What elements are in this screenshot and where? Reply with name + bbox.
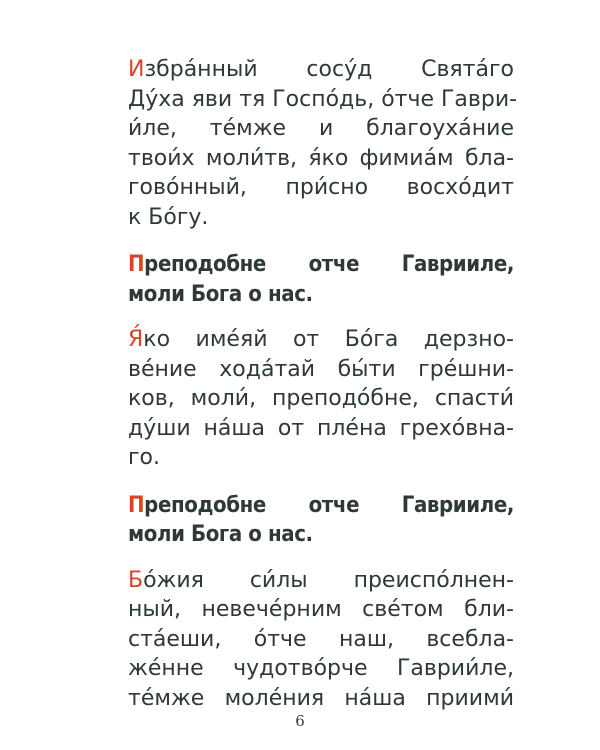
refrain-line: Преподобне отче Гаврииле, bbox=[128, 252, 514, 277]
refrain-line: Преподобне отче Гаврииле, bbox=[128, 492, 514, 518]
refrain-line: моли Бога о нас. bbox=[128, 522, 313, 547]
refrain-line: моли Бога о нас. bbox=[128, 281, 313, 307]
verse-line: го. bbox=[128, 445, 161, 470]
verse-line: Избра́нный сосу́д Свята́го bbox=[128, 57, 514, 82]
refrain-2 bbox=[128, 491, 514, 550]
verse-line: ный, невече́рним све́том бли- bbox=[128, 597, 514, 622]
verse-1 bbox=[128, 55, 518, 232]
verse-line: ду́ши на́ша от пле́на грехо́вна- bbox=[128, 415, 514, 441]
prayer-page bbox=[128, 55, 518, 731]
red-initial: И bbox=[128, 57, 145, 82]
verse-line: те́мже моле́ния на́ша приими́ bbox=[128, 685, 514, 711]
verse-line: к Бо́гу. bbox=[128, 204, 209, 230]
red-initial: Б bbox=[128, 567, 144, 593]
verse-line: ве́ние хода́тай бы́ти гре́шни- bbox=[128, 356, 514, 382]
verse-line: Я́ко име́яй от Бо́га дерзно- bbox=[128, 327, 514, 352]
verse-line: же́нне чудотво́рче Гаврии́ле, bbox=[128, 656, 514, 681]
verse-line: и́ле, те́мже и благоуха́ние bbox=[128, 116, 514, 141]
page-number: 6 bbox=[295, 712, 305, 730]
red-initial: П bbox=[128, 492, 145, 518]
verse-line: гово́нный, при́сно восхо́дит bbox=[128, 175, 514, 200]
verse-3 bbox=[128, 566, 514, 714]
verse-line: Ду́ха яви тя Госпо́дь, о́тче Гаври- bbox=[128, 86, 518, 112]
verse-line: ков, моли́, преподо́бне, спасти́ bbox=[128, 386, 514, 411]
verse-line: твои́х моли́тв, я́ко фимиа́м бла- bbox=[128, 145, 514, 171]
verse-2 bbox=[128, 325, 514, 473]
verse-line: Бо́жия си́лы преиспо́лнен- bbox=[128, 567, 514, 593]
refrain-1 bbox=[128, 250, 514, 309]
red-initial: Я́ bbox=[128, 327, 144, 352]
verse-line: ста́еши, о́тче наш, всебла- bbox=[128, 626, 514, 652]
red-initial: П bbox=[128, 252, 145, 277]
